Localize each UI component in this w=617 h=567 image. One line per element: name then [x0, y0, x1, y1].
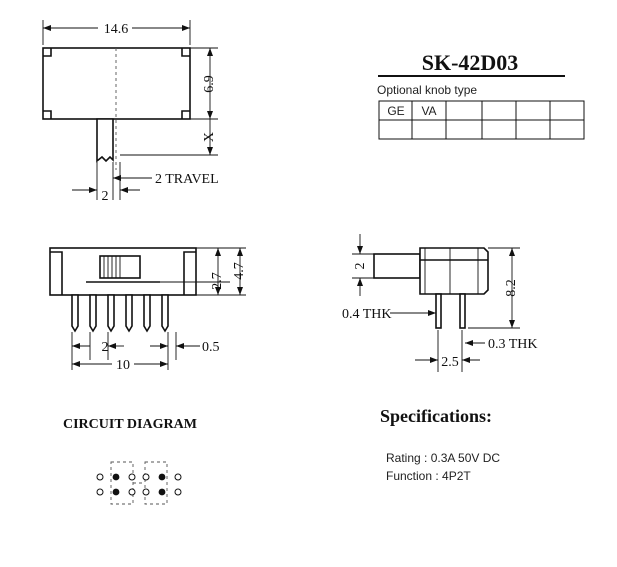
model-title: SK-42D03 [421, 50, 519, 75]
side-pin-width-label: 0.5 [202, 340, 220, 355]
top-height-label: 6.9 [202, 75, 217, 93]
top-width-label: 14.6 [103, 22, 129, 37]
circuit-diagram [63, 417, 197, 504]
pin-side-6 [162, 295, 168, 331]
knob-option-1: GE [387, 104, 405, 118]
spec-function: Function : 4P2T [386, 469, 471, 483]
knob-end [374, 254, 420, 278]
switch-body-top [43, 48, 190, 119]
top-view [43, 20, 219, 204]
side-height-b-label: 4.7 [232, 262, 247, 280]
knob-table-title: Optional knob type [377, 83, 478, 97]
pin-side-1 [72, 295, 78, 331]
end-knob-label: 2 [353, 262, 368, 270]
side-span-label: 10 [116, 358, 130, 373]
knob-width-label: 2 [101, 189, 109, 204]
side-height-a-label: 2.7 [210, 272, 225, 290]
end-thk-right-label: 0.3 THK [488, 337, 538, 352]
knob-table [379, 101, 584, 139]
circuit-symbol [97, 462, 181, 504]
specifications [380, 406, 500, 483]
end-view [342, 234, 538, 372]
pin-side-3 [108, 295, 114, 331]
end-spacing-label: 2.5 [441, 355, 459, 370]
end-thk-left-label: 0.4 THK [342, 307, 392, 322]
specs-title: Specifications: [380, 406, 492, 426]
knob-option-2: VA [421, 104, 437, 118]
end-height-label: 8.2 [504, 279, 519, 297]
pin-side-4 [126, 295, 132, 331]
side-pitch-label: 2 [101, 340, 109, 355]
pin-side-5 [144, 295, 150, 331]
circuit-title: CIRCUIT DIAGRAM [63, 417, 197, 432]
pin-end-1 [436, 294, 441, 328]
knob-top [97, 119, 113, 161]
pin-end-2 [460, 294, 465, 328]
pin-side-2 [90, 295, 96, 331]
travel-offset-label: X [202, 131, 217, 143]
side-view [50, 248, 247, 373]
travel-label: 2 TRAVEL [155, 172, 219, 187]
spec-rating: Rating : 0.3A 50V DC [386, 451, 501, 465]
model-block [377, 50, 584, 139]
